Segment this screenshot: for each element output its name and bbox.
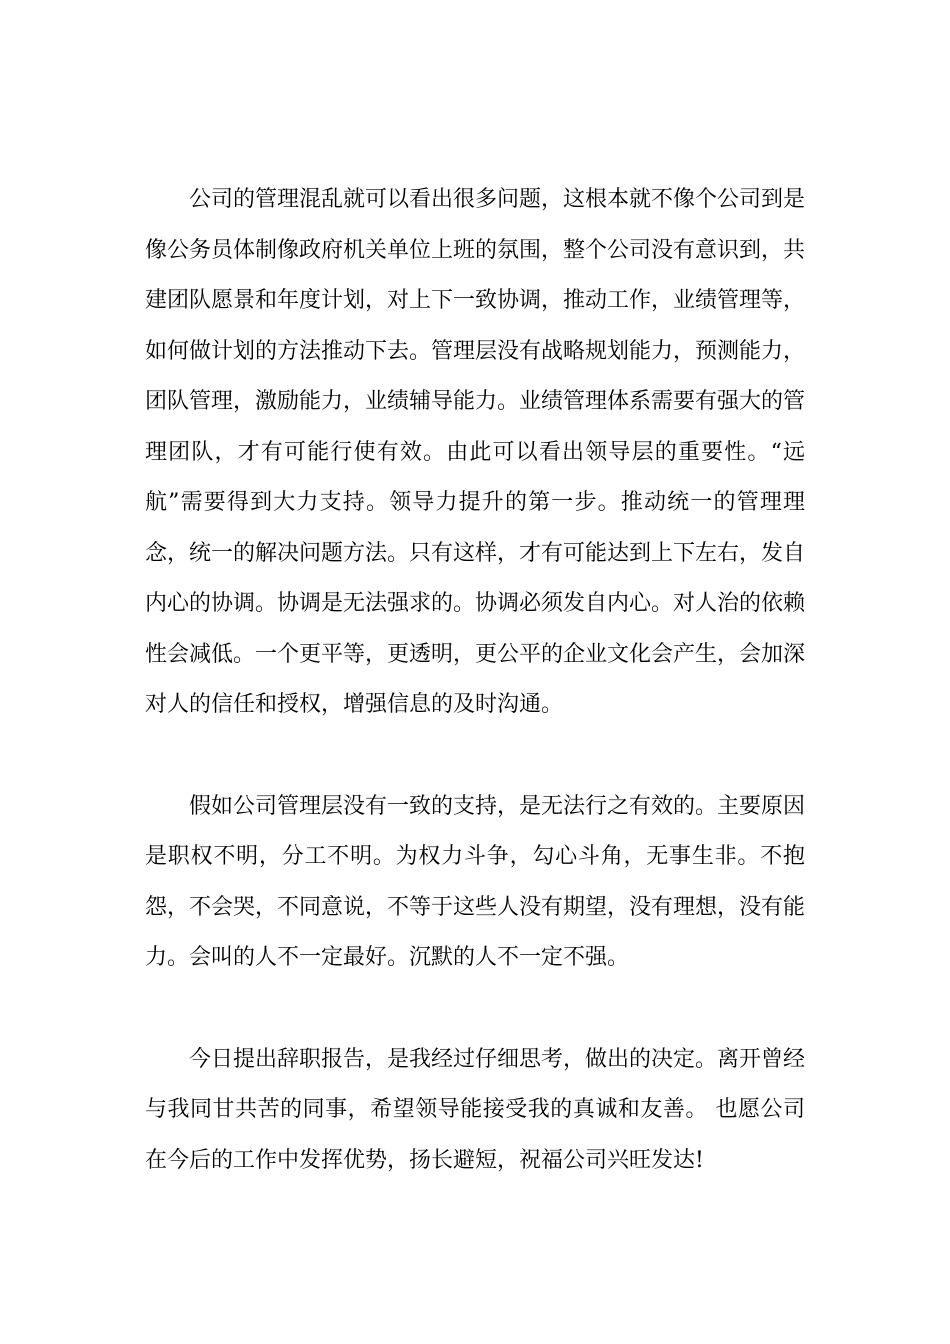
paragraph-management-issues: 公司的管理混乱就可以看出很多问题，这根本就不像个公司到是像公务员体制像政府机关单位上班的氛围，整个公司没有意识到，共建团队愿景和年度计划，对上下一致协调，推动工作，业绩管理等，如何做计划的方法推动下去。管理层没有战略规划能力，预测能力，团队管理，激励能力，业绩辅导能力。业绩管理体系需要有强大的管理团队，才有可能行使有效。由此可以看出领导层的重要性。“远航”需要得到大力支持。领导力提升的第一步。推动统一的管理理念，统一的解决问题方法。只有这样，才有可能达到上下左右，发自内心的协调。协调是无法强求的。协调必须发自内心。对人治的依赖性会减低。一个更平等，更透明，更公平的企业文化会产生，会加深对人的信任和授权，增强信息的及时沟通。 [145,187,806,717]
document-body [145,175,805,1186]
paragraph-leadership-support: 假如公司管理层没有一致的支持，是无法行之有效的。主要原因是职权不明，分工不明。为权力斗争，勾心斗角，无事生非。不抱怨，不会哭，不同意说，不等于这些人没有期望，没有理想，没有能力。会叫的人不一定最好。沉默的人不一定不强。 [145,793,806,970]
paragraph-resignation: 今日提出辞职报告，是我经过仔细思考，做出的决定。离开曾经与我同甘共苦的同事，希望领导能接受我的真诚和友善。 也愿公司在今后的工作中发挥优势，扬长避短，祝福公司兴旺发达! [145,1046,806,1173]
